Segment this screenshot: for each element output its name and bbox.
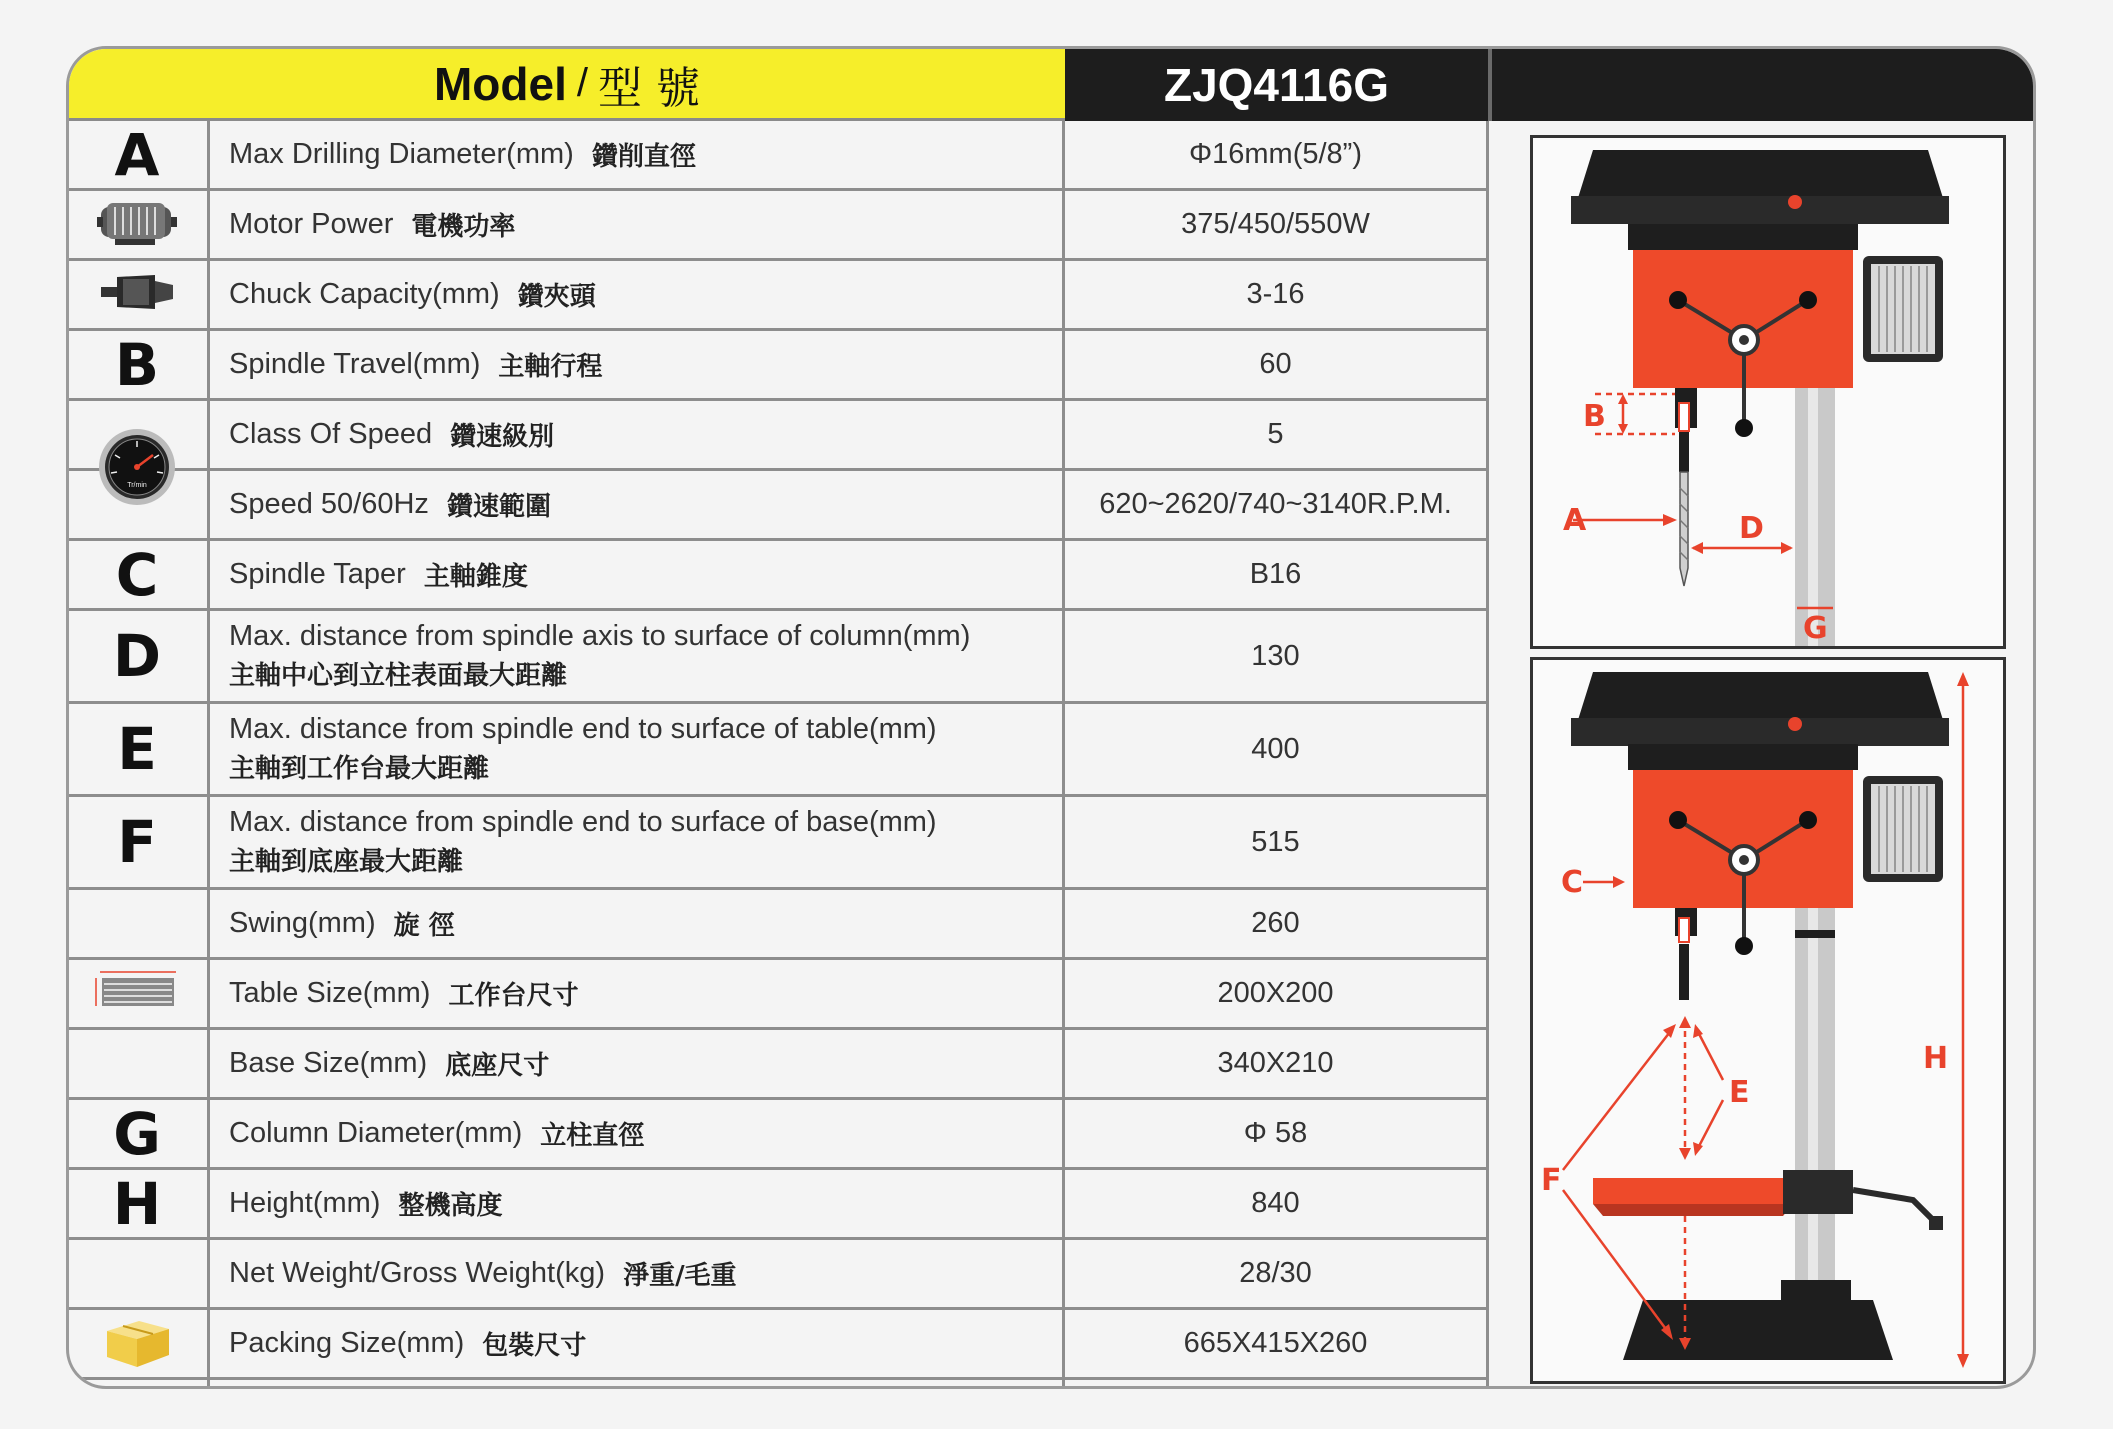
model-number: ZJQ4116G (1065, 49, 1488, 121)
row-icon-cell (69, 331, 205, 398)
spec-row (69, 797, 1489, 890)
row-label-en: Base Size(mm) (229, 1047, 428, 1079)
row-icon-cell (69, 1100, 205, 1167)
row-letter: E (117, 715, 157, 783)
row-label-en: Motor Power (229, 208, 394, 240)
row-value: 400 (1251, 732, 1300, 765)
row-letter: A (114, 120, 160, 189)
row-label-zh: 主軸到底座最大距離 (229, 847, 464, 877)
row-label-zh: 立柱直徑 (540, 1121, 645, 1151)
row-icon-cell (69, 797, 205, 887)
row-icon-cell (69, 1170, 205, 1237)
spec-row (69, 191, 1489, 261)
model-header (69, 49, 1065, 121)
row-label-en: Spindle Travel(mm) (229, 348, 481, 380)
spec-row (69, 1030, 1489, 1100)
row-label-zh: 主軸錐度 (423, 562, 528, 592)
spec-row (69, 704, 1489, 797)
spec-row (69, 1240, 1489, 1310)
row-value: 340X210 (1217, 1047, 1334, 1079)
row-value: Φ 58 (1243, 1117, 1308, 1149)
row-value: 3-16 (1246, 278, 1305, 310)
spec-row (69, 890, 1489, 960)
row-label (229, 1310, 1049, 1377)
spec-row (69, 401, 1489, 489)
chuck-icon (95, 267, 179, 322)
spec-row (69, 541, 1489, 611)
row-letter: D (112, 622, 162, 690)
row-label (229, 1100, 1049, 1167)
row-value: 200X200 (1217, 977, 1334, 1009)
spec-row (69, 1310, 1489, 1380)
row-label-en: Max. distance from spindle end to surface of base(mm) (229, 806, 937, 838)
row-label-en: Max. distance from spindle axis to surface of column(mm) (229, 620, 971, 652)
row-label-en: Class Of Speed (229, 418, 433, 450)
row-label (229, 611, 1049, 701)
drill-press-bottom-image (1533, 660, 2003, 1381)
row-value: 60 (1259, 348, 1292, 380)
row-value: 840 (1251, 1187, 1300, 1219)
row-label-zh: 包裝尺寸 (482, 1331, 587, 1361)
row-value: 5 (1267, 418, 1284, 450)
row-label (229, 191, 1049, 258)
row-label (229, 401, 1049, 468)
row-label (229, 471, 1049, 538)
row-icon-cell (69, 401, 205, 538)
diagram-header (1488, 49, 2033, 121)
row-label-en: Max. distance from spindle end to surface of table(mm) (229, 713, 937, 745)
row-label-zh: 工作台尺寸 (448, 981, 579, 1011)
dim-label-c: C (1561, 865, 1584, 900)
row-label-zh: 鑽削直徑 (591, 142, 696, 172)
row-letter: G (113, 1099, 161, 1168)
row-label (229, 121, 1049, 188)
spec-row (69, 611, 1489, 704)
row-letter: H (112, 1169, 162, 1238)
row-label-zh: 鑽速級別 (450, 422, 555, 452)
row-label-en: Packing Size(mm) (229, 1327, 465, 1359)
spec-row (69, 331, 1489, 401)
dim-label-b: B (1583, 399, 1606, 434)
row-value: Φ16mm(5/8”) (1189, 138, 1362, 170)
dim-label-d: D (1739, 511, 1764, 546)
row-label-zh: 電機功率 (411, 212, 516, 242)
row-icon-cell (69, 704, 205, 794)
row-label-en: Height(mm) (229, 1187, 381, 1219)
dim-label-h: H (1923, 1041, 1949, 1076)
row-label-en: Chuck Capacity(mm) (229, 278, 500, 310)
row-icon-cell (69, 611, 205, 701)
spec-row (69, 261, 1489, 331)
row-value: 665X415X260 (1183, 1327, 1368, 1359)
row-label (229, 1240, 1049, 1307)
row-value: 375/450/550W (1181, 208, 1370, 240)
drill-diagram-bottom (1530, 657, 2006, 1384)
row-label-en: Net Weight/Gross Weight(kg) (229, 1257, 606, 1289)
dim-label-e: E (1729, 1075, 1750, 1110)
row-label-zh: 淨重/毛重 (623, 1261, 737, 1291)
row-value: 620~2620/740~3140R.P.M. (1099, 488, 1452, 520)
spec-row (69, 1170, 1489, 1240)
row-label (229, 261, 1049, 328)
row-label-en: Speed 50/60Hz (229, 488, 429, 520)
spec-row (69, 960, 1489, 1030)
row-icon-cell (69, 541, 205, 608)
row-label-zh: 主軸到工作台最大距離 (229, 754, 490, 784)
row-value: 130 (1251, 639, 1300, 672)
row-label (229, 960, 1049, 1027)
row-letter: B (114, 330, 160, 399)
row-label-en: Table Size(mm) (229, 977, 431, 1009)
row-value: 515 (1251, 825, 1300, 858)
dim-label-f: F (1541, 1163, 1562, 1198)
row-icon-cell (69, 261, 205, 328)
row-label-en: Spindle Taper (229, 558, 406, 590)
gauge-unit: Tr/min (127, 482, 147, 489)
row-label-zh: 主軸中心到立柱表面最大距離 (229, 661, 568, 691)
row-label (229, 797, 1049, 887)
drill-diagram-top (1530, 135, 2006, 649)
row-label (229, 541, 1049, 608)
row-value: B16 (1249, 558, 1302, 590)
motor-icon (95, 197, 179, 252)
speed-gauge-icon (95, 425, 179, 514)
dim-label-g: G (1803, 611, 1828, 646)
table-icon (92, 966, 182, 1021)
row-icon-cell (69, 121, 205, 188)
spec-row (69, 121, 1489, 191)
row-letter: F (117, 808, 157, 876)
row-label (229, 704, 1049, 794)
row-icon-cell (69, 890, 205, 957)
spec-table-frame (66, 46, 2036, 1389)
box-icon (99, 1311, 175, 1376)
row-label-zh: 鑽速範圍 (446, 492, 551, 522)
row-label (229, 1030, 1049, 1097)
row-icon-cell (69, 960, 205, 1027)
row-label-zh: 主軸行程 (498, 352, 603, 382)
row-icon-cell (69, 1310, 205, 1377)
row-label-en: Swing(mm) (229, 907, 376, 939)
spec-row (69, 471, 1489, 541)
model-label-en: Model (433, 57, 567, 110)
row-icon-cell (69, 1030, 205, 1097)
row-label-zh: 鑽夾頭 (517, 282, 596, 312)
model-separator: / (576, 61, 588, 105)
row-icon-cell (69, 1240, 205, 1307)
model-label-zh: 型 號 (598, 62, 700, 114)
row-label-zh: 底座尺寸 (445, 1051, 550, 1081)
spec-row (69, 1100, 1489, 1170)
row-label-zh: 整機高度 (398, 1191, 503, 1221)
row-label (229, 331, 1049, 398)
row-value: 260 (1251, 907, 1300, 939)
drill-press-top-image (1533, 138, 2003, 646)
row-letter: C (115, 540, 159, 609)
row-icon-cell (69, 191, 205, 258)
row-value: 28/30 (1239, 1257, 1312, 1289)
row-label-en: Column Diameter(mm) (229, 1117, 523, 1149)
row-label-zh: 旋 徑 (393, 911, 455, 941)
row-label-en: Max Drilling Diameter(mm) (229, 138, 574, 170)
row-label (229, 1170, 1049, 1237)
row-label (229, 890, 1049, 957)
dim-label-a: A (1563, 503, 1587, 538)
